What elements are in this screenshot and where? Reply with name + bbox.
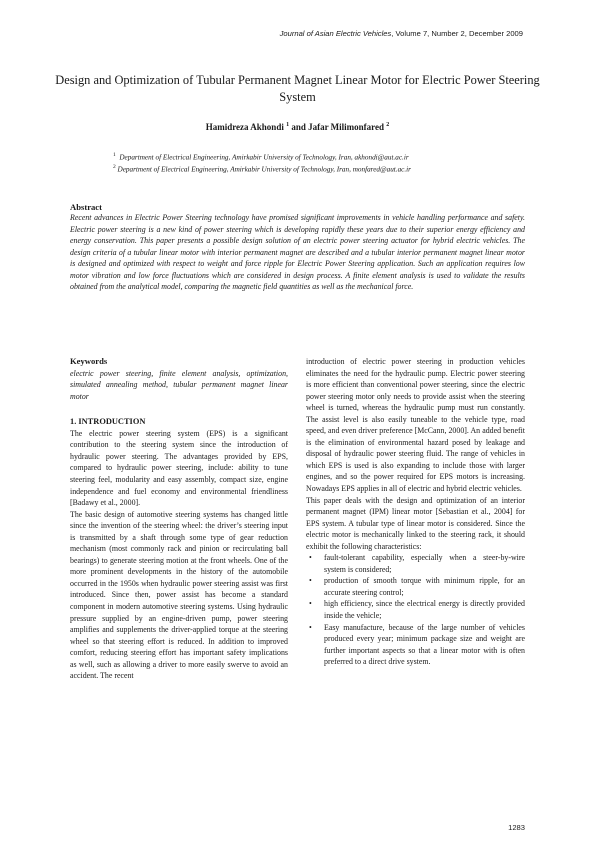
affiliation-1	[113, 152, 409, 161]
affiliation-1-sup: 1	[113, 152, 116, 158]
keywords-body: electric power steering, finite element analysis, optimization, simulated annealing method, tubular permanent magnet linear motor	[70, 368, 288, 401]
journal-issue: , Volume 7, Number 2, December 2009	[391, 29, 523, 38]
intro-paragraph-1: The electric power steering system (EPS) is a significant contribution to the steering system since the introduction of hydraulic power steering. The advantages provided by EPS, compared to hydraulic power steering, include: ability to tune steering feel, modularity and easy assembly, compact size, engine independence and fuel economy and environmental friendliness [Badawy et al., 2000].	[70, 428, 288, 508]
list-item	[306, 622, 525, 668]
abstract-body: Recent advances in Electric Power Steering technology have promised significant improvements in vehicle handling performance and safety. Electric power steering is a new kind of power steering which is developing rapidly these years due to their superior energy efficiency and energy conservation. This paper presents a possible design solution of an electric power steering actuator for hybrid electric vehicles. The design criteria of a tubular linear motor with interior permanent magnet are described and a tubular interior permanent magnet linear motor is designed and optimized with respect to weight and force ripple for Electric Power Steering application. Such an application requires low motor vibration and low force fluctuations which are considered in design process. A finite element analysis is used to validate the results obtained from the analytical model, comparing the magnetic field quantities as well as the mechanical force.	[70, 213, 525, 292]
bullet-icon: •	[309, 599, 312, 609]
author-line	[0, 122, 595, 132]
right-column	[306, 356, 525, 668]
list-item-text: production of smooth torque with minimum ripple, for an accurate steering control;	[324, 576, 525, 597]
list-item-text: fault-tolerant capability, especially when a steer-by-wire system is considered;	[324, 553, 525, 574]
abstract-heading: Abstract	[70, 202, 102, 212]
page-number: 1283	[508, 823, 525, 832]
author-2-sup: 2	[386, 122, 390, 128]
journal-name: Journal of Asian Electric Vehicles	[279, 29, 392, 38]
affiliation-2-text: Department of Electrical Engineering, Amirkabir University of Technology, Iran, monfared@aut.ac.ir	[117, 165, 411, 174]
author-conjunction: and	[289, 122, 309, 132]
bullet-icon: •	[309, 622, 312, 632]
intro-paragraph-3: This paper deals with the design and optimization of an interior permanent magnet (IPM) linear motor [Sebastian et al., 2004] for EPS system. A tubular type of linear motor is considered. Since the electric motor is mechanically linked to the steering rack, it should exhibit the following characteristics:	[306, 495, 525, 551]
keywords-heading: Keywords	[70, 356, 108, 366]
bullet-icon: •	[309, 576, 312, 586]
left-column	[70, 356, 288, 682]
affiliation-1-text: Department of Electrical Engineering, Amirkabir University of Technology, Iran, akhondi@aut.ac.ir	[119, 153, 409, 162]
affiliation-2-sup: 2	[113, 164, 116, 170]
list-item-text: high efficiency, since the electrical energy is directly provided inside the vehicle;	[324, 599, 525, 621]
list-item	[306, 552, 525, 575]
intro-paragraph-2-continued: introduction of electric power steering in production vehicles eliminates the need for the hydraulic pump. Electric power steering is more efficient than conventional power steering, since the electric power steering motor only needs to provide assist when the steering wheel is turned, whereas the hydraulic pump must run constantly. The assist level is also easily tuneable to the vehicle type, road speed, and even driver preference [McCann, 2000]. An added benefit is the elimination of environmental hazard posed by leakage and disposal of hydraulic power steering fluid. The range of vehicles in which EPS is used is also expanding to include those with larger engines, and so the power required for EPS motors is increasing. Nowadays EPS applies in all of electric and hybrid electric vehicles.	[306, 357, 525, 494]
affiliation-2	[113, 164, 411, 173]
intro-paragraph-2: The basic design of automotive steering systems has changed little since the invention of the steering wheel: the driver’s steering input is transmitted by a shaft through some type of gear reduction mechanism (most commonly rack and pinion or recirculating ball bearings) to generate steering motion at the front wheels. One of the more prominent developments in the history of the automobile occurred in the 1950s when hydraulic power steering assist was first introduced. Since then, power assist has become a standard component in modern automotive steering systems. Using hydraulic pressure supplied by an engine-driven pump, power steering amplifies and supplements the driver-applied torque at the steering wheel so that steering effort is reduced. In addition to improved comfort, reducing steering effort has important safety implications as well, such as allowing a driver to more easily swerve to avoid an accident. The recent	[70, 509, 288, 681]
characteristics-list	[306, 552, 525, 667]
author-1-sup: 1	[286, 122, 290, 128]
list-item-text: Easy manufacture, because of the large number of vehicles produced every year; minimum package size and weight are further important aspects so that a linear motor with is often preferred to a direct drive system.	[324, 622, 525, 667]
paper-title: Design and Optimization of Tubular Permanent Magnet Linear Motor for Electric Power Steering System	[55, 73, 540, 104]
introduction-heading: 1. INTRODUCTION	[70, 417, 146, 427]
bullet-icon: •	[309, 553, 312, 563]
journal-header	[280, 29, 523, 38]
list-item	[306, 575, 525, 598]
author-1-name: Hamidreza Akhondi	[205, 122, 284, 132]
author-2-name: Jafar Milimonfared	[308, 122, 385, 132]
list-item	[306, 598, 525, 621]
